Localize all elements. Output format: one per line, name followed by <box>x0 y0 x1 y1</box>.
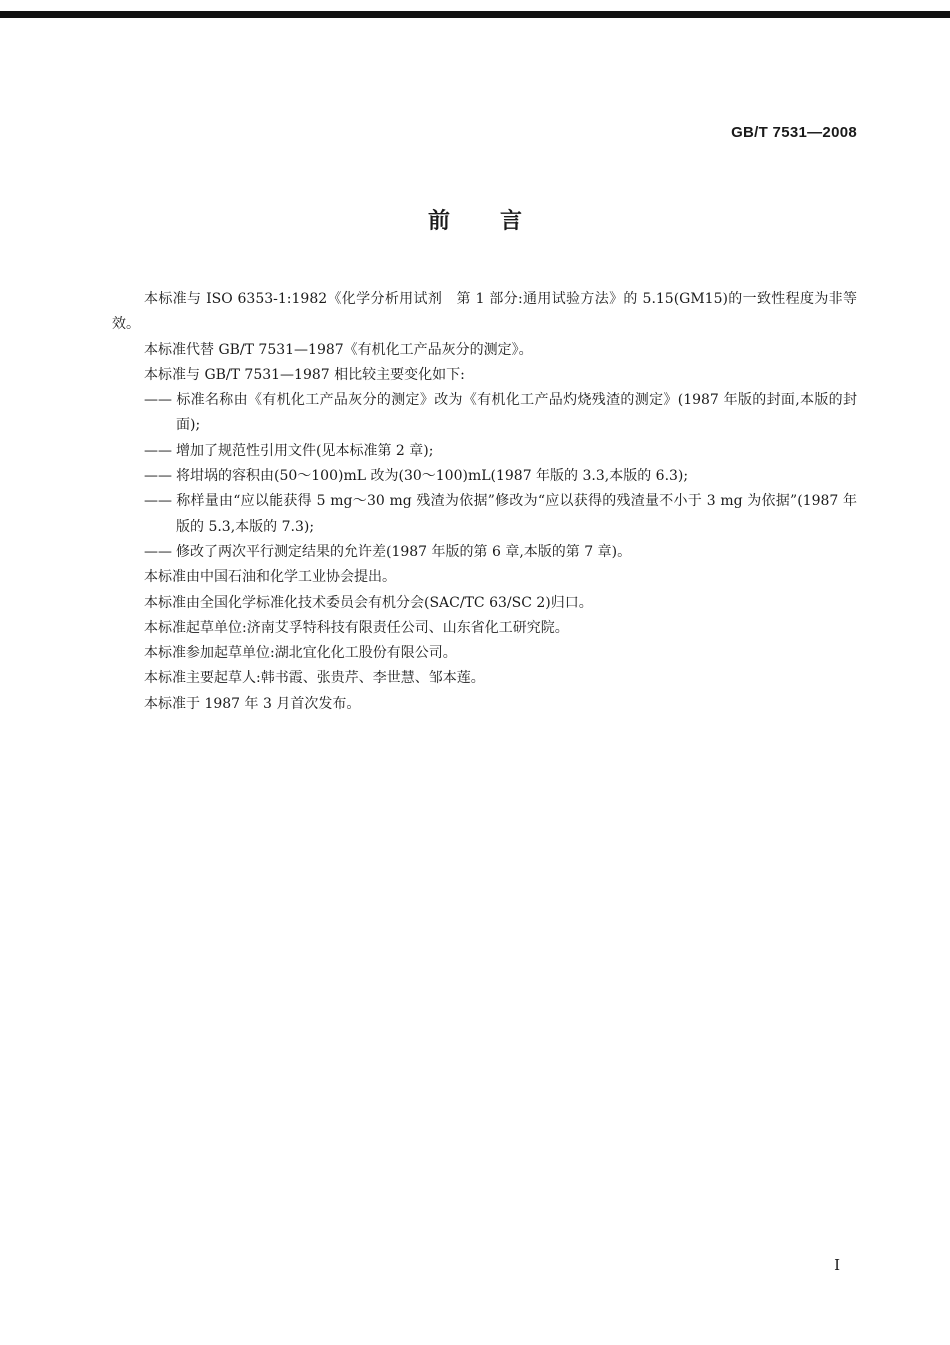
change-item <box>112 540 857 565</box>
change-dash: —— <box>144 442 172 459</box>
top-rule <box>0 11 950 18</box>
paragraph: 本标准代替 GB/T 7531—1987《有机化工产品灰分的测定》。 <box>144 341 533 358</box>
paragraph: 本标准由全国化学标准化技术委员会有机分会(SAC/TC 63/SC 2)归口。 <box>144 594 593 611</box>
paragraph: 本标准于 1987 年 3 月首次发布。 <box>144 695 361 712</box>
page-number: I <box>834 1256 840 1274</box>
standard-number: GB/T 7531—2008 <box>731 124 857 141</box>
change-item <box>112 388 857 439</box>
change-item-text: 将坩埚的容积由(50～100)mL 改为(30～100)mL(1987 年版的 3.3,本版的 6.3); <box>176 468 689 485</box>
change-dash: —— <box>144 392 172 409</box>
change-item <box>112 489 857 540</box>
paragraph: 本标准主要起草人:韩书霞、张贵芹、李世慧、邹本莲。 <box>144 670 485 687</box>
paragraph: 本标准参加起草单位:湖北宜化化工股份有限公司。 <box>144 645 457 662</box>
paragraph: 本标准与 ISO 6353-1:1982《化学分析用试剂 第 1 部分:通用试验方法》的 5.15(GM15)的一致性程度为非等效。 <box>112 291 857 333</box>
change-dash: —— <box>144 543 172 560</box>
page-title: 前言 <box>427 209 572 234</box>
change-item-text: 增加了规范性引用文件(见本标准第 2 章); <box>176 442 434 459</box>
change-dash: —— <box>144 468 172 485</box>
foreword-body <box>112 287 857 717</box>
change-item-text: 称样量由“应以能获得 5 mg～30 mg 残渣为依据”修改为“应以获得的残渣量不小于 3 mg 为依据”(1987 年版的 5.3,本版的 7.3); <box>176 493 857 535</box>
change-item-text: 修改了两次平行测定结果的允许差(1987 年版的第 6 章,本版的第 7 章)。 <box>176 543 632 560</box>
change-item <box>112 439 857 464</box>
paragraph: 本标准由中国石油和化学工业协会提出。 <box>144 569 396 586</box>
paragraph: 本标准与 GB/T 7531—1987 相比较主要变化如下: <box>144 366 465 383</box>
change-item <box>112 464 857 489</box>
change-dash: —— <box>144 493 172 510</box>
change-item-text: 标准名称由《有机化工产品灰分的测定》改为《有机化工产品灼烧残渣的测定》(1987 年版的封面,本版的封面); <box>176 392 857 434</box>
paragraph: 本标准起草单位:济南艾孚特科技有限责任公司、山东省化工研究院。 <box>144 619 569 636</box>
